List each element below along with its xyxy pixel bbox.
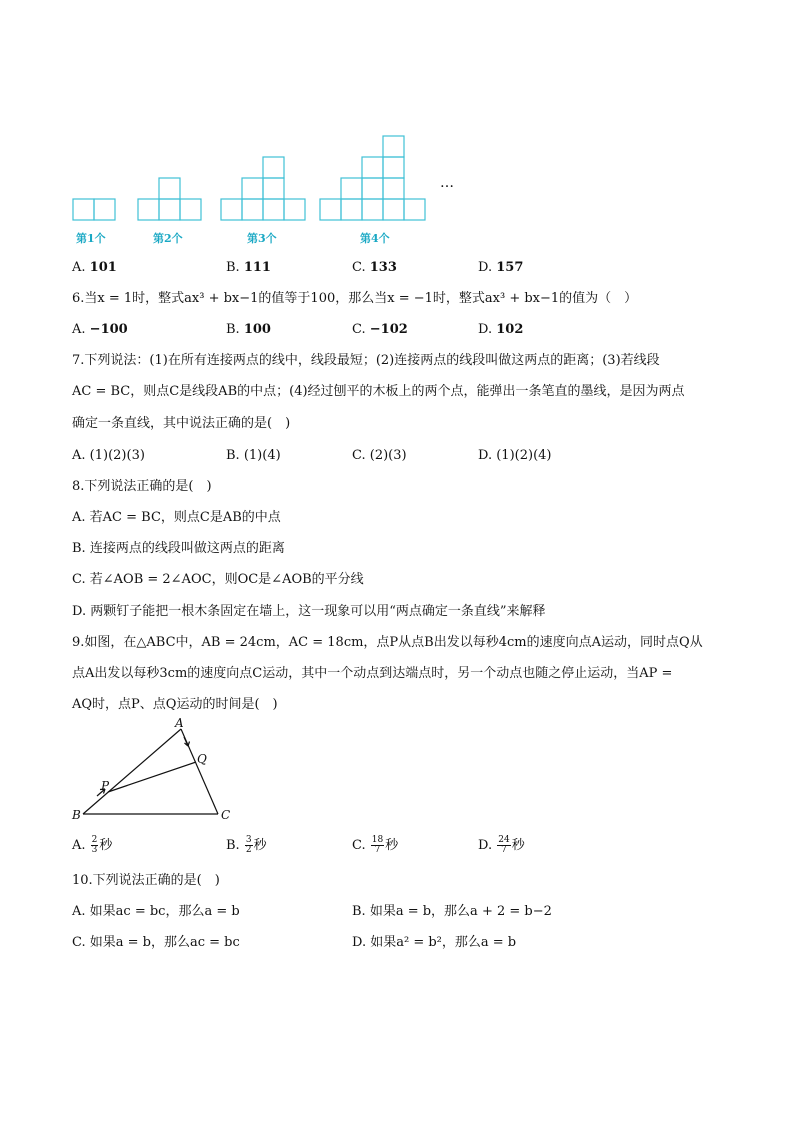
q9-option-d[interactable]: D. $\frac{24}{7}$ 秒 — [478, 835, 525, 855]
figure-caption-4: 第4个 — [360, 232, 390, 245]
q7-stem-line-2: AC = BC，则点C是线段AB的中点；(4)经过刨平的木板上的两个点，能弹出一条笔直的墨线，是因为两点 — [72, 384, 685, 399]
q7-option-a[interactable]: A. (1)(2)(3) — [72, 448, 145, 463]
pattern-2 — [138, 178, 201, 220]
label-b: B — [72, 808, 81, 822]
q8-option-c[interactable]: C. 若∠AOB = 2∠AOC，则OC是∠AOB的平分线 — [72, 572, 364, 587]
pattern-4 — [320, 136, 425, 220]
q6-stem: 6.当x = 1时，整式ax³ + bx−1的值等于100，那么当x = −1时，整式ax³ + bx−1的值为（ ） — [72, 291, 638, 306]
q7-stem-line-1: 7.下列说法：(1)在所有连接两点的线中，线段最短；(2)连接两点的线段叫做这两点的距离；(3)若线段 — [72, 353, 660, 368]
q5-option-a[interactable]: A. 101 — [72, 260, 117, 275]
q9-option-b[interactable]: B. $\frac{3}{2}$ 秒 — [226, 835, 267, 855]
q10-option-b[interactable]: B. 如果a = b，那么a + 2 = b−2 — [352, 904, 552, 919]
q10-stem: 10.下列说法正确的是( ) — [72, 873, 220, 888]
q6-option-a[interactable]: A. −100 — [72, 322, 128, 337]
q6-option-c[interactable]: C. −102 — [352, 322, 408, 337]
q7-option-d[interactable]: D. (1)(2)(4) — [478, 448, 552, 463]
q8-option-b[interactable]: B. 连接两点的线段叫做这两点的距离 — [72, 541, 285, 556]
q5-option-c[interactable]: C. 133 — [352, 260, 397, 275]
q6-option-b[interactable]: B. 100 — [226, 322, 271, 337]
q7-option-b[interactable]: B. (1)(4) — [226, 448, 281, 463]
pattern-3 — [221, 157, 305, 220]
q10-option-d[interactable]: D. 如果a² = b²，那么a = b — [352, 935, 517, 950]
q8-option-a[interactable]: A. 若AC = BC，则点C是AB的中点 — [72, 510, 281, 525]
q5-option-d[interactable]: D. 157 — [478, 260, 524, 275]
q9-option-c[interactable]: C. $\frac{18}{7}$ 秒 — [352, 835, 399, 855]
segment-pq — [108, 762, 196, 792]
square-pattern-figure — [0, 0, 794, 250]
label-p: P — [101, 779, 110, 793]
figure-caption-3: 第3个 — [247, 232, 277, 245]
q7-stem-line-3: 确定一条直线，其中说法正确的是( ) — [72, 416, 291, 431]
figure-caption-2: 第2个 — [153, 232, 183, 245]
figure-ellipsis: … — [440, 175, 454, 191]
label-a: A — [175, 716, 184, 730]
q9-stem-line-3: AQ时，点P、点Q运动的时间是( ) — [72, 697, 278, 712]
q10-option-c[interactable]: C. 如果a = b，那么ac = bc — [72, 935, 240, 950]
q8-option-d[interactable]: D. 两颗钉子能把一根木条固定在墙上，这一现象可以用“两点确定一条直线”来解释 — [72, 604, 546, 619]
q10-option-a[interactable]: A. 如果ac = bc，那么a = b — [72, 904, 240, 919]
q9-stem-line-2: 点A出发以每秒3cm的速度向点C运动，其中一个动点到达端点时，另一个动点也随之停止运动，当AP = — [72, 666, 673, 681]
triangle-abc-figure — [60, 715, 260, 830]
pattern-1 — [73, 199, 115, 220]
label-c: C — [221, 808, 231, 822]
label-q: Q — [197, 752, 207, 766]
q9-option-a[interactable]: A. $\frac{2}{3}$ 秒 — [72, 835, 113, 855]
q6-option-d[interactable]: D. 102 — [478, 322, 524, 337]
q8-stem: 8.下列说法正确的是( ) — [72, 479, 212, 494]
q7-option-c[interactable]: C. (2)(3) — [352, 448, 407, 463]
figure-caption-1: 第1个 — [76, 232, 106, 245]
q5-option-b[interactable]: B. 111 — [226, 260, 271, 275]
q9-stem-line-1: 9.如图，在△ABC中，AB = 24cm，AC = 18cm，点P从点B出发以每秒4cm的速度向点A运动，同时点Q从 — [72, 635, 703, 650]
